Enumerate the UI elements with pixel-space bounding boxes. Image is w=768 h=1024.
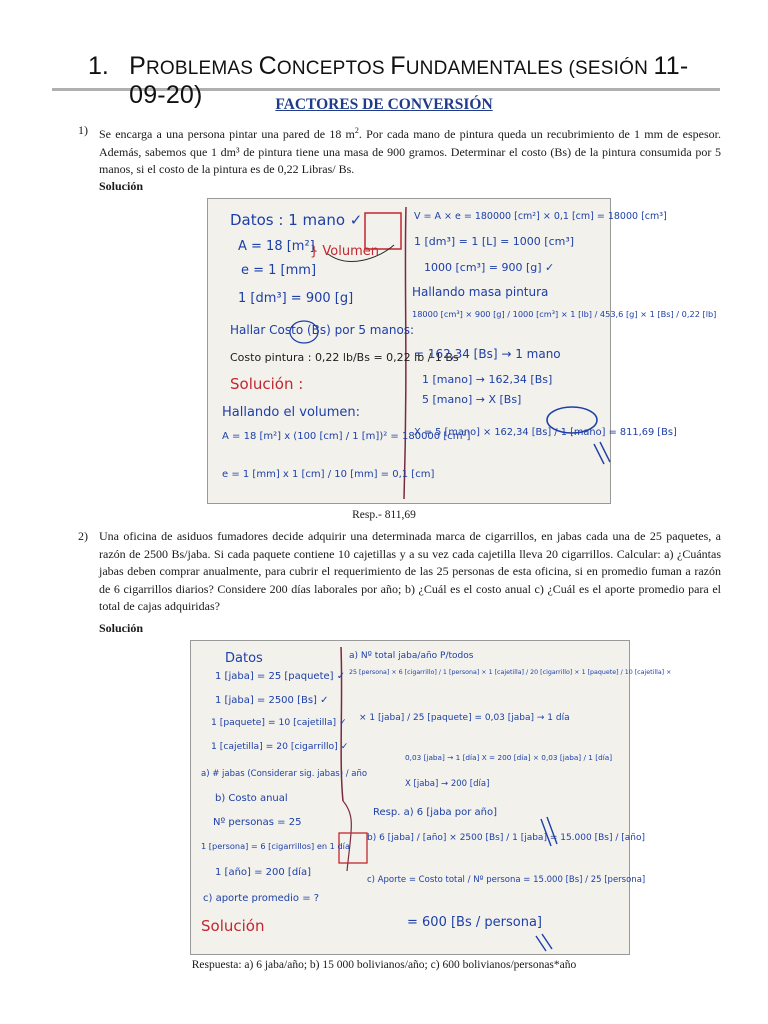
title-part: ROBLEMAS: [145, 58, 259, 79]
handwritten-line: Hallando el volumen:: [222, 405, 361, 420]
handwritten-line: 18000 [cm³] × 900 [g] / 1000 [cm³] × 1 [lb] / 453,6 [g] × 1 [Bs] / 0,22 [lb]: [412, 309, 717, 319]
handwritten-line: 25 [persona] × 6 [cigarrillo] / 1 [persona] × 1 [cajetilla] / 20 [cigarrillo] × 1 [paquete] / 10 [cajetilla] ×: [349, 669, 672, 676]
handwritten-line: 5 [mano] → X [Bs]: [422, 393, 522, 406]
handwritten-line: 0,03 [jaba] → 1 [día] X = 200 [día] × 0,03 [jaba] / 1 [día]: [405, 753, 613, 762]
handwritten-line: Solución :: [230, 375, 304, 393]
handwritten-line: 1 [jaba] = 25 [paquete] ✓: [215, 671, 346, 682]
handwritten-line: } Volumen: [310, 244, 379, 259]
handwritten-line: V = A × e = 180000 [cm²] × 0,1 [cm] = 18000 [cm³]: [414, 211, 667, 222]
handwritten-line: 1 [paquete] = 10 [cajetilla] ✓: [211, 717, 347, 728]
title-part: SESIÓN: [575, 58, 654, 79]
title-part: P: [129, 52, 146, 80]
handwritten-line: X [jaba] → 200 [día]: [405, 779, 490, 789]
title-part: C: [258, 52, 277, 80]
handwritten-line: Resp. a) 6 [jaba por año]: [373, 807, 498, 818]
problem-1-statement: [99, 122, 721, 179]
handwritten-line: × 1 [jaba] / 25 [paquete] = 0,03 [jaba] → 1 día: [359, 713, 570, 723]
handwritten-line: Datos: [225, 651, 263, 666]
handwritten-line: A = 18 [m²] x (100 [cm] / 1 [m])² = 180000 [cm²]: [222, 431, 471, 442]
handwritten-line: X = 5 [mano] × 162,34 [Bs] / 1 [mano] = 811,69 [Bs]: [414, 427, 677, 438]
title-part: UNDAMENTALES (: [405, 58, 576, 79]
problem-2-statement: Una oficina de asiduos fumadores decide adquirir una determinada marca de cigarrillos, en jabas cada una de 25 paquetes, a razón de 2500 Bs/jaba. Si cada paquete contiene 10 cajetillas y a su vez cada cajetilla lleva 20 cigarrillos. Calcular: a) ¿Cuántas jabas deben comprar anualmente, para cubrir el requerimiento de las 25 personas de esta oficina, si en promedio fuman a razón de 6 cigarrillos diarios? Considere 200 días laborales por año; b) ¿Cuál es el costo anual c) ¿Cuál es el aporte promedio para el total de cajas adquiridas?: [99, 529, 721, 613]
problem-1-solution-label: Solución: [99, 179, 144, 193]
problem-2-whiteboard-photo: [190, 640, 672, 955]
problem-2-response: Respuesta: a) 6 jaba/año; b) 15 000 bolivianos/año; c) 600 bolivianos/personas*año: [191, 959, 577, 971]
problem-1-response: Resp.- 811,69: [352, 509, 416, 521]
problem-2-solution-label: Solución: [99, 621, 144, 635]
handwritten-line: a) # jabas (Considerar sig. jabas) / año: [201, 769, 368, 779]
problem-1-whiteboard-photo: [207, 198, 717, 504]
problem-1-text-end: . Por cada mano de pintura queda un recubrimiento de 1 mm de espesor. Además, sabemos que 1 dm³ de pintura tiene una masa de 900 gramos. Determinar el costo (Bs) de la pintura consumida por 5 manos, si el costo de la pintura es de 0,22 Libras/ Bs.: [99, 127, 721, 176]
problem-1-text-start: Se encarga a una persona pintar una pared de 18 m: [99, 127, 355, 141]
handwritten-line: 1 [cajetilla] = 20 [cigarrillo] ✓: [211, 741, 349, 752]
title-part: 11-09-20): [129, 52, 689, 109]
subsection-title: FACTORES DE CONVERSIÓN: [275, 96, 493, 113]
problem-1-number: 1): [78, 123, 88, 137]
handwritten-line: A = 18 [m²]: [238, 239, 315, 254]
handwritten-line: 1 [dm³] = 900 [g]: [238, 291, 354, 306]
problem-2-number: 2): [78, 529, 88, 543]
handwritten-line: 1 [persona] = 6 [cigarrillos] en 1 día: [201, 841, 350, 851]
handwritten-line: c) aporte promedio = ?: [203, 893, 320, 904]
handwritten-line: c) Aporte = Costo total / Nº persona = 15.000 [Bs] / 25 [persona]: [367, 875, 646, 885]
handwritten-line: 1 [año] = 200 [día]: [215, 867, 311, 878]
section-number: 1.: [88, 52, 109, 80]
handwritten-line: 1 [dm³] = 1 [L] = 1000 [cm³]: [414, 235, 575, 248]
handwritten-line: = 162,34 [Bs] → 1 mano: [414, 347, 561, 361]
handwritten-line: = 600 [Bs / persona]: [407, 915, 542, 930]
handwritten-line: 1 [mano] → 162,34 [Bs]: [422, 373, 553, 386]
handwritten-line: 1000 [cm³] = 900 [g] ✓: [424, 261, 555, 274]
handwritten-line: e = 1 [mm]: [241, 263, 317, 278]
problem-1-superscript: 2: [354, 126, 359, 135]
handwritten-line: b) Costo anual: [215, 793, 288, 804]
handwritten-line: Hallando masa pintura: [412, 285, 549, 299]
title-part: ONCEPTOS: [276, 58, 391, 79]
handwritten-line: Datos : 1 mano ✓: [230, 211, 363, 229]
handwritten-line: Hallar Costo (Bs) por 5 manos:: [230, 323, 415, 337]
handwritten-line: b) 6 [jaba] / [año] × 2500 [Bs] / 1 [jaba] = 15.000 [Bs] / [año]: [367, 833, 645, 843]
handwritten-line: a) Nº total jaba/año P/todos: [349, 651, 474, 661]
handwritten-line: e = 1 [mm] x 1 [cm] / 10 [mm] = 0,1 [cm]: [222, 469, 435, 480]
handwritten-line: Costo pintura : 0,22 lb/Bs = 0,22 lb / 1 Bs: [230, 351, 459, 364]
handwritten-line: Nº personas = 25: [213, 817, 302, 828]
title-part: F: [390, 52, 406, 80]
handwritten-line: Solución: [201, 917, 265, 935]
handwritten-line: 1 [jaba] = 2500 [Bs] ✓: [215, 695, 329, 706]
